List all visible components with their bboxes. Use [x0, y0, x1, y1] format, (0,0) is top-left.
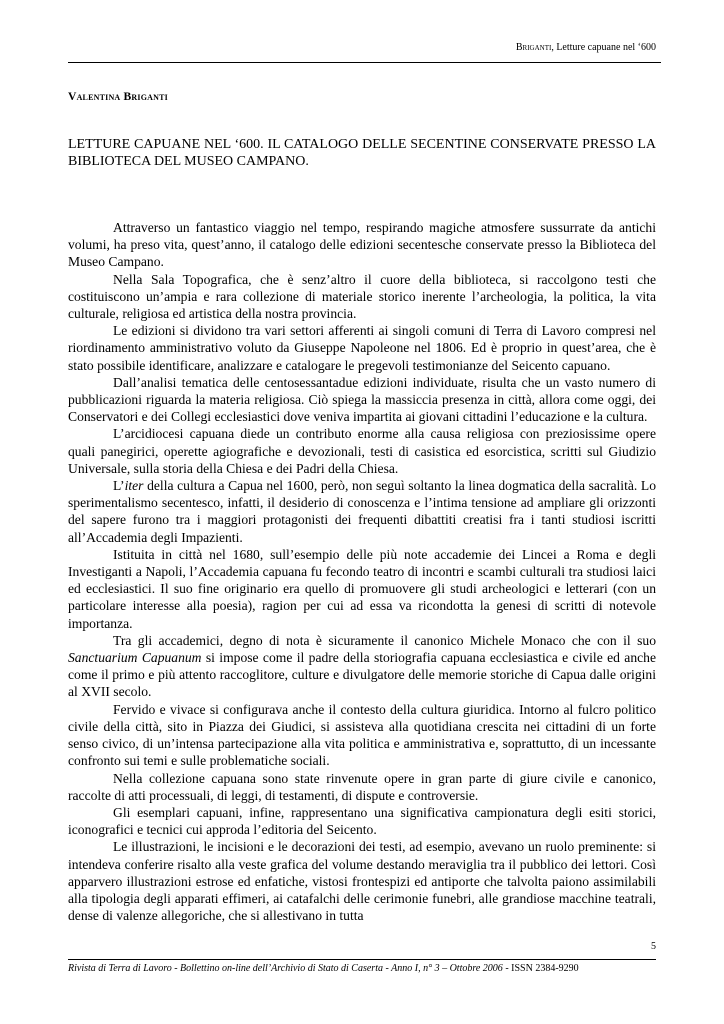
- footer-issn: - ISSN 2384-9290: [502, 963, 579, 974]
- running-header-title: , Letture capuane nel ‘600: [551, 42, 656, 53]
- running-header-author: Briganti: [515, 42, 552, 53]
- paragraph: Gli esemplari capuani, infine, rappresentano una significativa campionatura degli esiti storici, iconografici e tecnici cui approda l’editoria del Seicento.: [68, 804, 656, 838]
- italic-term: iter: [124, 478, 144, 494]
- text-run: Tra gli accademici, degno di nota è sicuramente il canonico Michele Monaco che con il suo: [113, 632, 656, 648]
- page-number: 5: [651, 941, 656, 952]
- paragraph: [68, 477, 656, 546]
- author-name: Valentina Briganti: [68, 90, 168, 103]
- paragraph: Nella collezione capuana sono state rinvenute opere in gran parte di giure civile e canonico, raccolte di atti processuali, di leggi, di testamenti, di dispute e controversie.: [68, 770, 656, 803]
- paragraph: [68, 632, 656, 701]
- paragraph: Istituita in città nel 1680, sull’esempio delle più note accademie dei Lincei a Roma e degli Investiganti a Napoli, l’Accademia capuana fu fecondo teatro di incontri e scambi culturali tra studiosi laici ed ecclesiastici. Il suo fine originario era quello di promuovere gli studi archeologici e letterari (con un particolare interesse alla poesia), ragion per cui ad essa va ricondotta la genesi di scritti di notevole importanza.: [68, 546, 656, 631]
- article-body: [68, 219, 656, 924]
- footer-rule: [68, 959, 656, 960]
- paragraph: Attraverso un fantastico viaggio nel tempo, respirando magiche atmosfere sussurrate da antichi volumi, ha preso vita, quest’anno, il catalogo delle edizioni secentesche conservate presso la Biblioteca del Museo Campano.: [68, 220, 656, 270]
- italic-title: Sanctuarium Capuanum: [68, 650, 202, 666]
- paragraph: L’arcidiocesi capuana diede un contributo enorme alla causa religiosa con preziosissime opere quali panegirici, operette agiografiche e devozionali, testi di casistica ed esorcistica, scritti sul Giudizio Universale, sulla storia della Chiesa e dei Padri della Chiesa.: [68, 426, 656, 476]
- paragraph: Fervido e vivace si configurava anche il contesto della cultura giuridica. Intorno al fulcro politico civile della città, sito in Piazza dei Giudici, si assisteva alla quotidiana crescita nei cittadini di un forte senso civico, di un’intensa partecipazione alla vita politica e amministrativa e, soprattutto, di un incessante confronto sui temi e sulle problematiche sociali.: [68, 701, 656, 769]
- running-header: [68, 42, 656, 54]
- article-title: LETTURE CAPUANE NEL ‘600. IL CATALOGO DELLE SECENTINE CONSERVATE PRESSO LA BIBLIOTECA DEL MUSEO CAMPANO.: [68, 137, 656, 169]
- paragraph: Le edizioni si dividono tra vari settori afferenti ai singoli comuni di Terra di Lavoro compresi nel riordinamento amministrativo voluto da Giuseppe Napoleone nel 1806. Ed è proprio in quest’area, che è stato possibile identificare, analizzare e catalogare le pregevoli testimonianze del Seicento capuano.: [68, 323, 656, 373]
- text-run: della cultura a Capua nel 1600, però, non seguì soltanto la linea dogmatica della sacralità. Lo sperimentalismo secentesco, infatti, il desiderio di conoscenza e l’intima tensione ad ampliare gli orizzonti del sapere furono tra i maggiori protagonisti dei frequenti dibattiti creatisi fra i tanti studiosi iscritti all’Accademia degli Impazienti.: [68, 478, 656, 545]
- paragraph: Nella Sala Topografica, che è senz’altro il cuore della biblioteca, si raccolgono testi che costituiscono un’ampia e rara collezione di materiale storico inerente l’archeologia, la politica, la vita culturale, religiosa ed artistica della nostra provincia.: [68, 271, 656, 322]
- text-run: si impose come il padre della storiografia capuana ecclesiastica e civile ed anche come il primo e più attento raccoglitore, culture e divulgatore delle memorie storiche di Capua dalle origini al XVII secolo.: [68, 650, 656, 700]
- text-run: L’: [113, 478, 125, 494]
- paragraph: Le illustrazioni, le incisioni e le decorazioni dei testi, ad esempio, avevano un ruolo preminente: si intendeva conferire risalto alla veste grafica del volume destando meraviglia tra il pubblico dei lettori. Così apparvero illustrazioni estrose ed enfatiche, vistosi frontespizi ed antiporte che talvolta paiono assimilabili alla tipologia degli apparati effimeri, ai catafalchi delle cerimonie funebri, alle grandiose macchine teatrali, dense di valenze allegoriche, che si allestivano in tutta: [68, 839, 656, 924]
- paragraph: Dall’analisi tematica delle centosessantadue edizioni individuate, risulta che un vasto numero di pubblicazioni riguarda la materia religiosa. Ciò spiega la massiccia presenza in città, allora come oggi, dei Conservatori e dei Collegi ecclesiastici dove veniva impartita ai giovani cittadini l’educazione e la cultura.: [68, 374, 656, 425]
- header-rule: [68, 62, 661, 63]
- footer-journal: Rivista di Terra di Lavoro - Bollettino on-line dell’Archivio di Stato di Caserta - Anno I, n° 3 – Ottobre 2006: [68, 963, 503, 974]
- page-footer: [68, 963, 656, 975]
